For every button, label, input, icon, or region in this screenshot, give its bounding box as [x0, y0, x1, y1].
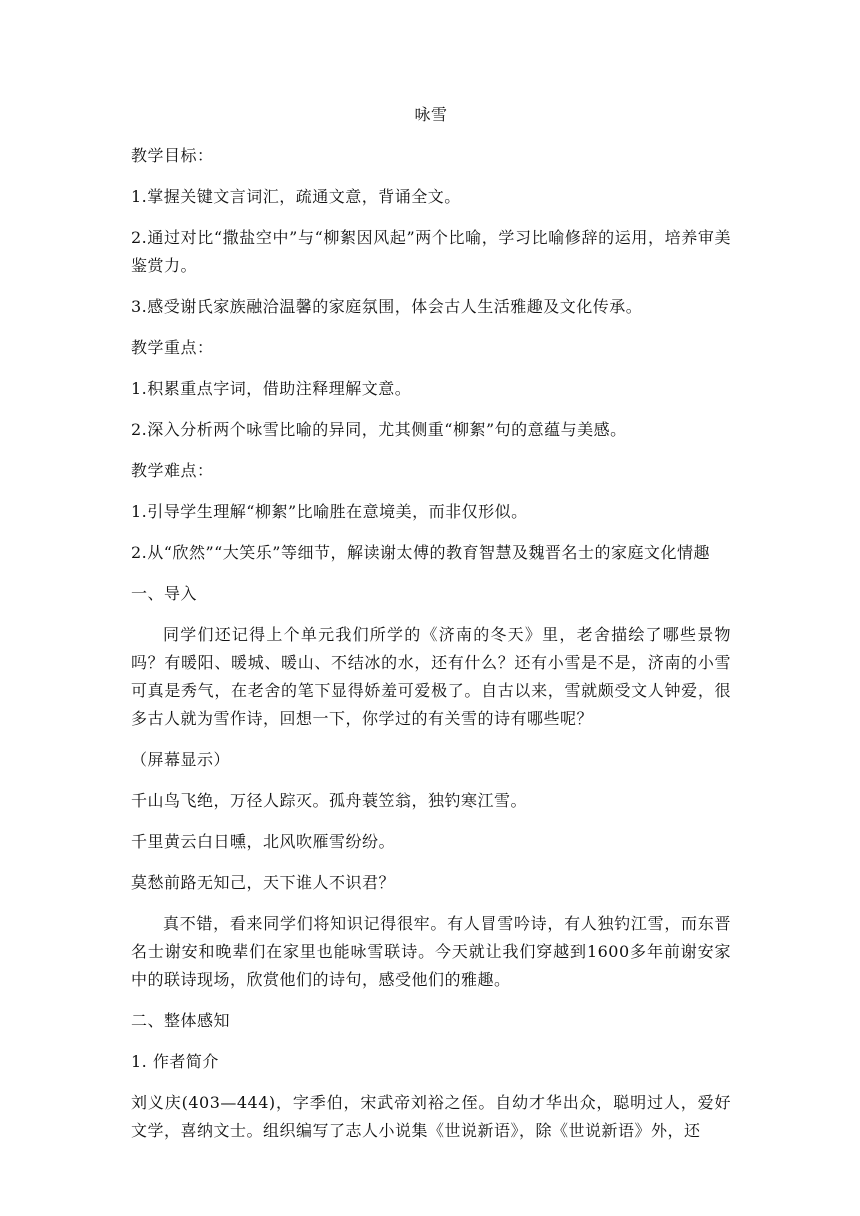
- key-point-item-1: 1.积累重点字词，借助注释理解文意。: [131, 379, 412, 398]
- screen-display-note: （屏幕显示）: [131, 750, 231, 769]
- difficulty-item-2: 2.从“欣然”“大笑乐”等细节，解读谢太傅的教育智慧及魏晋名士的家庭文化情趣: [131, 543, 710, 562]
- difficulty-item-1: 1.引导学生理解“柳絮”比喻胜在意境美，而非仅形似。: [131, 502, 528, 521]
- goal-item-1: 1.掌握关键文言词汇，疏通文意，背诵全文。: [131, 187, 461, 206]
- subheading-author-intro: 1. 作者简介: [131, 1052, 219, 1071]
- intro-paragraph: 同学们还记得上个单元我们所学的《济南的冬天》里，老舍描绘了哪些景物吗？有暖阳、暖城、暖山、不结冰的水，还有什么？还有小雪是不是，济南的小雪可真是秀气，在老舍的笔下显得娇羞可爱极了。自古以来，雪就颇受文人钟爱，很多古人就为雪作诗，回想一下，你学过的有关雪的诗有哪些呢？: [131, 625, 731, 728]
- section-heading-overview: 二、整体感知: [131, 1011, 231, 1030]
- transition-paragraph: 真不错，看来同学们将知识记得很牢。有人冒雪吟诗，有人独钓江雪，而东晋名士谢安和晚辈们在家里也能咏雪联诗。今天就让我们穿越到1600多年前谢安家中的联诗现场，欣赏他们的诗句，感受他们的雅趣。: [131, 914, 731, 989]
- goal-item-3: 3.感受谢氏家族融洽温馨的家庭氛围，体会古人生活雅趣及文化传承。: [131, 297, 643, 316]
- section-heading-intro: 一、导入: [131, 584, 198, 603]
- poem-line-2: 千里黄云白日曛，北风吹雁雪纷纷。: [131, 832, 396, 851]
- author-intro-paragraph: 刘义庆(403—444)，字季伯，宋武帝刘裕之侄。自幼才华出众，聪明过人，爱好文学，喜纳文士。组织编写了志人小说集《世说新语》，除《世说新语》外，还: [131, 1093, 731, 1140]
- goal-item-2: 2.通过对比“撒盐空中”与“柳絮因风起”两个比喻，学习比喻修辞的运用，培养审美鉴赏力。: [131, 228, 731, 275]
- heading-key-points: 教学重点：: [131, 338, 214, 357]
- heading-difficulties: 教学难点：: [131, 461, 214, 480]
- poem-line-1: 千山鸟飞绝，万径人踪灭。孤舟蓑笠翁，独钓寒江雪。: [131, 791, 528, 810]
- document-body: [131, 101, 731, 1158]
- key-point-item-2: 2.深入分析两个咏雪比喻的异同，尤其侧重“柳絮”句的意蕴与美感。: [131, 420, 627, 439]
- document-title: 咏雪: [414, 105, 448, 124]
- poem-line-3: 莫愁前路无知己，天下谁人不识君？: [131, 873, 396, 892]
- heading-teaching-goals: 教学目标：: [131, 146, 214, 165]
